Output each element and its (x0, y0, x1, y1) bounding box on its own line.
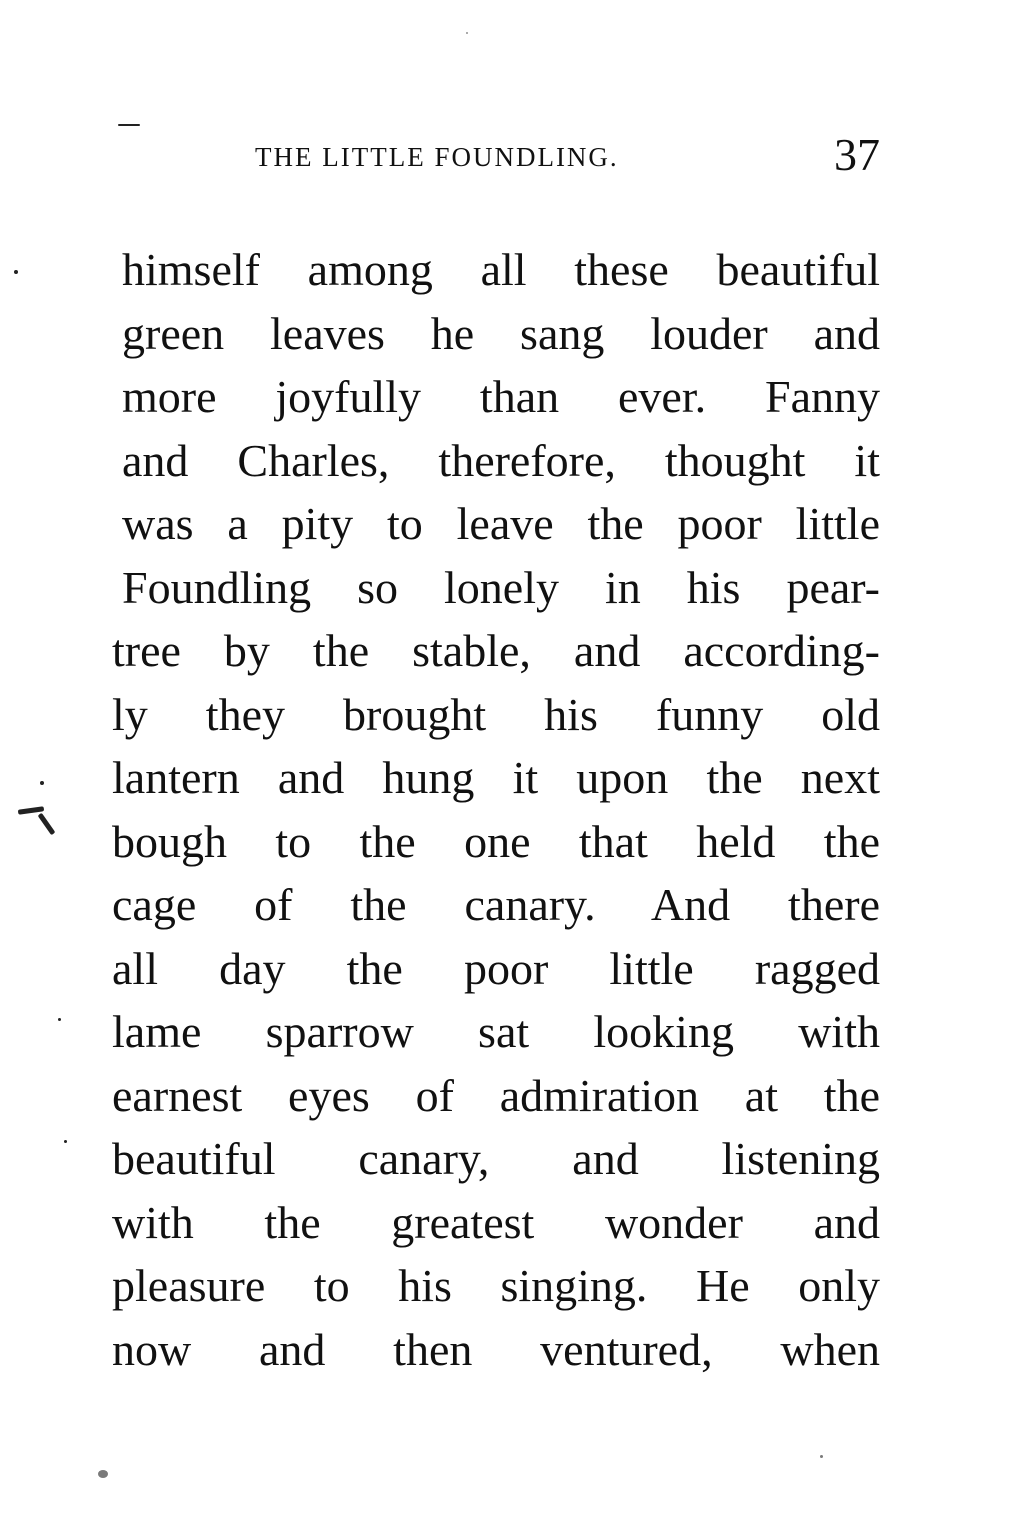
scan-speck (64, 1140, 67, 1143)
text-line: now and then ventured, when (112, 1323, 880, 1375)
scan-speck (466, 32, 468, 34)
text-line: beautiful canary, and listening (112, 1133, 880, 1184)
text-line: lantern and hung it upon the next (112, 752, 880, 803)
text-line: all day the poor little ragged (112, 942, 880, 994)
scan-speck (98, 1470, 108, 1478)
page-body-text (112, 238, 880, 1381)
text-line: himself among all these beautiful (122, 244, 880, 295)
scan-speck (38, 813, 56, 836)
text-line: more joyfully than ever. Fanny (122, 371, 880, 422)
text-line: ly they brought his funny old (112, 688, 880, 740)
scan-speck (58, 1018, 61, 1021)
scan-speck (118, 124, 140, 126)
running-header (255, 128, 880, 188)
text-line: was a pity to leave the poor little (122, 498, 880, 549)
text-line: lame sparrow sat looking with (112, 1006, 880, 1057)
text-line: and Charles, therefore, thought it (122, 434, 880, 486)
text-line: bough to the one that held the (112, 815, 880, 867)
scan-speck (820, 1455, 823, 1458)
text-line: Foundling so lonely in his pear- (122, 561, 880, 613)
scan-speck (14, 270, 18, 274)
running-title: THE LITTLE FOUNDLING. (255, 142, 619, 172)
text-line: pleasure to his singing. He only (112, 1260, 880, 1311)
text-line: cage of the canary. And there (112, 879, 880, 930)
scan-speck (40, 781, 44, 785)
text-line: green leaves he sang louder and (122, 307, 880, 359)
page-number: 37 (834, 129, 880, 180)
text-line: with the greatest wonder and (112, 1196, 880, 1248)
text-line: earnest eyes of admiration at the (112, 1069, 880, 1121)
text-line: tree by the stable, and according- (112, 625, 880, 676)
